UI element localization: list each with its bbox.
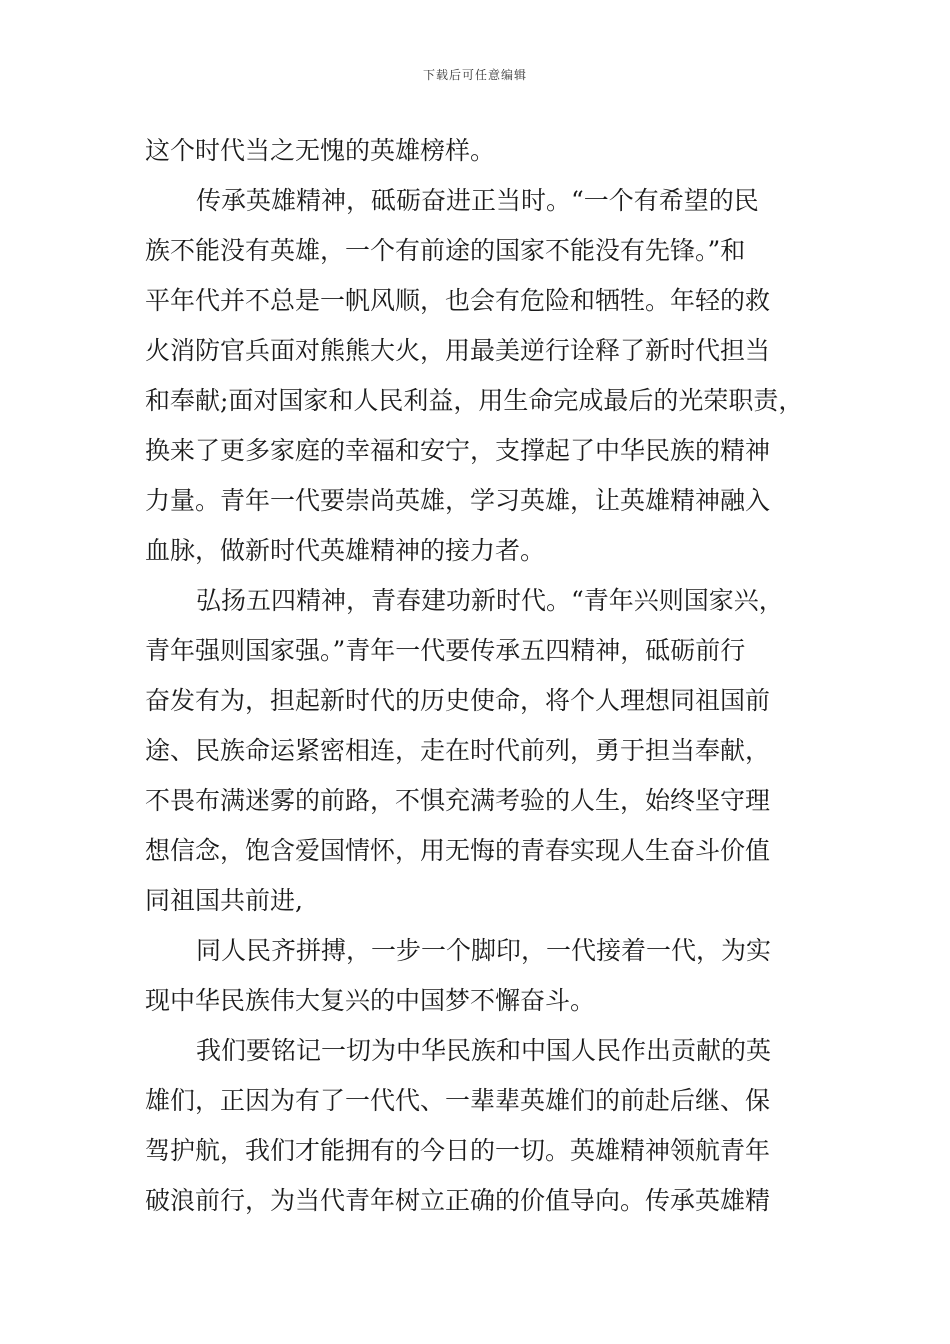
text-line: 血脉，做新时代英雄精神的接力者。 — [145, 536, 546, 565]
paragraph-first-line: 传承英雄精神，砥砺奋进正当时。“一个有希望的民 — [196, 186, 759, 215]
text-line: 和奉献;面对国家和人民利益，用生命完成最后的光荣职责， — [145, 386, 804, 415]
text-line: 破浪前行，为当代青年树立正确的价值导向。传承英雄精 — [145, 1186, 771, 1215]
text-line: 驾护航，我们才能拥有的今日的一切。英雄精神领航青年 — [145, 1136, 771, 1165]
paragraph-first-line: 同人民齐拼搏，一步一个脚印，一代接着一代，为实 — [196, 936, 772, 965]
text-line: 这个时代当之无愧的英雄榜样。 — [145, 136, 496, 165]
text-line: 雄们，正因为有了一代代、一辈辈英雄们的前赴后继、保 — [145, 1086, 771, 1115]
text-line: 现中华民族伟大复兴的中国梦不懈奋斗。 — [145, 986, 596, 1015]
text-line: 换来了更多家庭的幸福和安宁，支撑起了中华民族的精神 — [145, 436, 771, 465]
text-line: 火消防官兵面对熊熊大火，用最美逆行诠释了新时代担当 — [145, 336, 771, 365]
text-line: 途、民族命运紧密相连，走在时代前列，勇于担当奉献， — [145, 736, 771, 765]
paragraph-first-line: 我们要铭记一切为中华民族和中国人民作出贡献的英 — [196, 1036, 772, 1065]
text-line: 青年强则国家强。”青年一代要传承五四精神，砥砺前行 — [145, 636, 746, 665]
text-line: 奋发有为，担起新时代的历史使命，将个人理想同祖国前 — [145, 686, 771, 715]
page-header: 下载后可任意编辑 — [422, 68, 527, 82]
text-line: 想信念，饱含爱国情怀，用无悔的青春实现人生奋斗价值 — [145, 836, 771, 865]
paragraph-first-line: 弘扬五四精神，青春建功新时代。“青年兴则国家兴， — [196, 586, 784, 615]
document-body — [145, 126, 820, 1226]
text-line: 同祖国共前进, — [145, 886, 303, 915]
text-line: 平年代并不总是一帆风顺，也会有危险和牺牲。年轻的救 — [145, 286, 771, 315]
text-line: 族不能没有英雄，一个有前途的国家不能没有先锋。”和 — [145, 236, 746, 265]
text-line: 不畏布满迷雾的前路，不惧充满考验的人生，始终坚守理 — [145, 786, 771, 815]
text-line: 力量。青年一代要崇尚英雄，学习英雄，让英雄精神融入 — [145, 486, 771, 515]
